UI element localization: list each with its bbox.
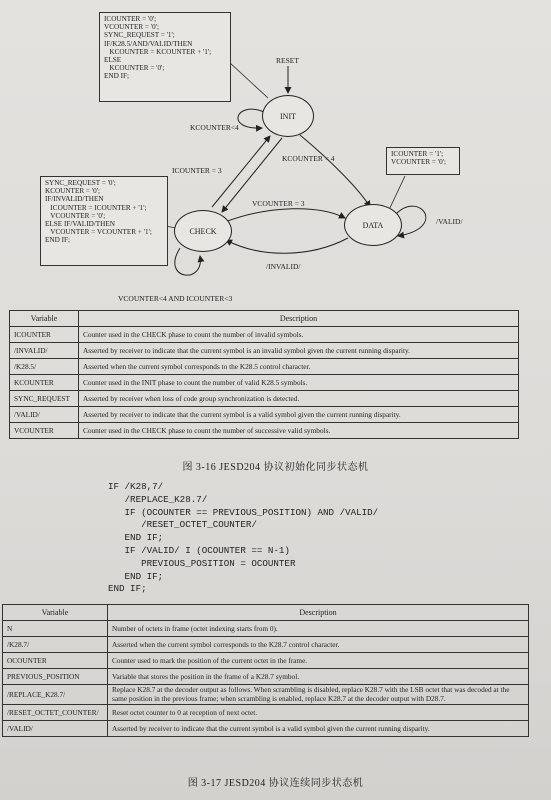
init-to-data-arrow — [300, 135, 370, 207]
variable-cell: OCOUNTER — [3, 653, 108, 669]
table-header-row — [10, 311, 519, 327]
table-row — [3, 705, 529, 721]
check-state-label: CHECK — [189, 226, 217, 236]
description-cell: Asserted when the current symbol corresponds to the K28.7 control character. — [108, 637, 529, 653]
description-cell: Reset octet counter to 0 at reception of next octet. — [108, 705, 529, 721]
continuous-sync-variables-table — [2, 604, 529, 737]
variable-cell: ICOUNTER — [10, 327, 79, 343]
table-row — [10, 359, 519, 375]
description-cell: Counter used in the INIT phase to count the number of valid K28.5 symbols. — [79, 375, 519, 391]
table-row — [3, 637, 529, 653]
init-state-label: INIT — [280, 111, 296, 121]
kcounter-eq4-label: KCOUNTER = 4 — [282, 154, 335, 163]
code-block: IF /K28,7/ /REPLACE_K28.7/ IF (OCOUNTER == PREVIOUS_POSITION) AND /VALID/ /RESET_OCTET_COUNTER/ END IF; IF /VALID/ I (OCOUNTER == N-1) PREVIOUS_POSITION = OCOUNTER END IF; END IF; — [108, 481, 379, 595]
variable-cell: /K28.7/ — [3, 637, 108, 653]
description-cell: Asserted when the current symbol corresponds to the K28.5 control character. — [79, 359, 519, 375]
invalid-label: /INVALID/ — [266, 262, 301, 271]
valid-label: /VALID/ — [436, 217, 463, 226]
description-cell: Asserted by receiver to indicate that the current symbol is a valid symbol given the current running disparity. — [108, 721, 529, 737]
data-state-label: DATA — [362, 220, 384, 230]
description-cell: Variable that stores the position in the frame of a K28.7 symbol. — [108, 669, 529, 685]
variable-cell: VCOUNTER — [10, 423, 79, 439]
table-row — [10, 375, 519, 391]
table-header-variable: Variable — [3, 605, 108, 621]
sync-variables-table — [9, 310, 519, 439]
variable-cell: /K28.5/ — [10, 359, 79, 375]
table-header-variable: Variable — [10, 311, 79, 327]
vcounter-icounter-label: VCOUNTER<4 AND ICOUNTER<3 — [118, 294, 233, 303]
table-header-description: Description — [108, 605, 529, 621]
description-cell: Counter used in the CHECK phase to count the number of successive valid symbols. — [79, 423, 519, 439]
table-row — [3, 685, 529, 705]
variable-cell: N — [3, 621, 108, 637]
reset-label: RESET — [276, 56, 299, 65]
check-self-loop — [175, 248, 201, 275]
figure-caption-3-16: 图 3-16 JESD204 协议初始化同步状态机 — [182, 462, 369, 473]
description-cell: Asserted by receiver to indicate that the current symbol is an invalid symbol given the current running disparity. — [79, 343, 519, 359]
data-box-connector — [388, 176, 405, 212]
variable-cell: /INVALID/ — [10, 343, 79, 359]
init-actions-box: ICOUNTER = '0'; VCOUNTER = '0'; SYNC_REQUEST = '1'; IF/K28.5/AND/VALID/THEN KCOUNTER = KCOUNTER + '1'; ELSE KCOUNTER = '0'; END IF; — [99, 12, 231, 102]
variable-cell: /VALID/ — [10, 407, 79, 423]
variable-cell: /RESET_OCTET_COUNTER/ — [3, 705, 108, 721]
table-row — [10, 343, 519, 359]
description-cell: Number of octets in frame (octet indexing starts from 0). — [108, 621, 529, 637]
check-state — [174, 210, 232, 252]
table-row — [10, 391, 519, 407]
data-state — [344, 204, 402, 246]
variable-cell: SYNC_REQUEST — [10, 391, 79, 407]
variable-cell: KCOUNTER — [10, 375, 79, 391]
table-header-row — [3, 605, 529, 621]
description-cell: Counter used in the CHECK phase to count the number of invalid symbols. — [79, 327, 519, 343]
table-row — [3, 721, 529, 737]
description-cell: Asserted by receiver when loss of code group synchronization is detected. — [79, 391, 519, 407]
variable-cell: PREVIOUS_POSITION — [3, 669, 108, 685]
variable-cell: /REPLACE_K28.7/ — [3, 685, 108, 705]
init-box-connector — [229, 62, 268, 98]
kcounter-lt4-label: KCOUNTER<4 — [190, 123, 239, 132]
icounter-eq3-label: ICOUNTER = 3 — [172, 166, 222, 175]
check-actions-box: SYNC_REQUEST = '0'; KCOUNTER = '0'; IF/INVALID/THEN ICOUNTER = ICOUNTER + '1'; VCOUNTER = '0'; ELSE IF/VALID/THEN VCOUNTER = VCOUNTER + '1'; END IF; — [40, 176, 168, 266]
description-cell: Replace K28.7 at the decoder output as follows. When scrambling is disabled, replace K28.7 with the LSB octet that was decoded at the same position in the previous frame; when scrambling is enabled, replace K28.7 at the decoder output with D28.7. — [108, 685, 529, 705]
table-row — [10, 407, 519, 423]
description-cell: Asserted by receiver to indicate that the current symbol is a valid symbol given the current running disparity. — [79, 407, 519, 423]
table-header-description: Description — [79, 311, 519, 327]
variable-cell: /VALID/ — [3, 721, 108, 737]
table-row — [3, 621, 529, 637]
init-state — [262, 95, 314, 137]
figure-caption-3-17: 图 3-17 JESD204 协议连续同步状态机 — [187, 778, 364, 789]
data-actions-box: ICOUNTER = '1'; VCOUNTER = '0'; — [386, 147, 460, 175]
table-row — [10, 327, 519, 343]
init-self-loop — [238, 109, 264, 128]
table-row — [3, 669, 529, 685]
table-row — [3, 653, 529, 669]
vcounter-eq3-label: VCOUNTER = 3 — [252, 199, 305, 208]
table-row — [10, 423, 519, 439]
data-to-check-arrow — [226, 238, 348, 253]
check-to-data-arrow — [225, 209, 345, 222]
description-cell: Counter used to mark the position of the current octet in the frame. — [108, 653, 529, 669]
